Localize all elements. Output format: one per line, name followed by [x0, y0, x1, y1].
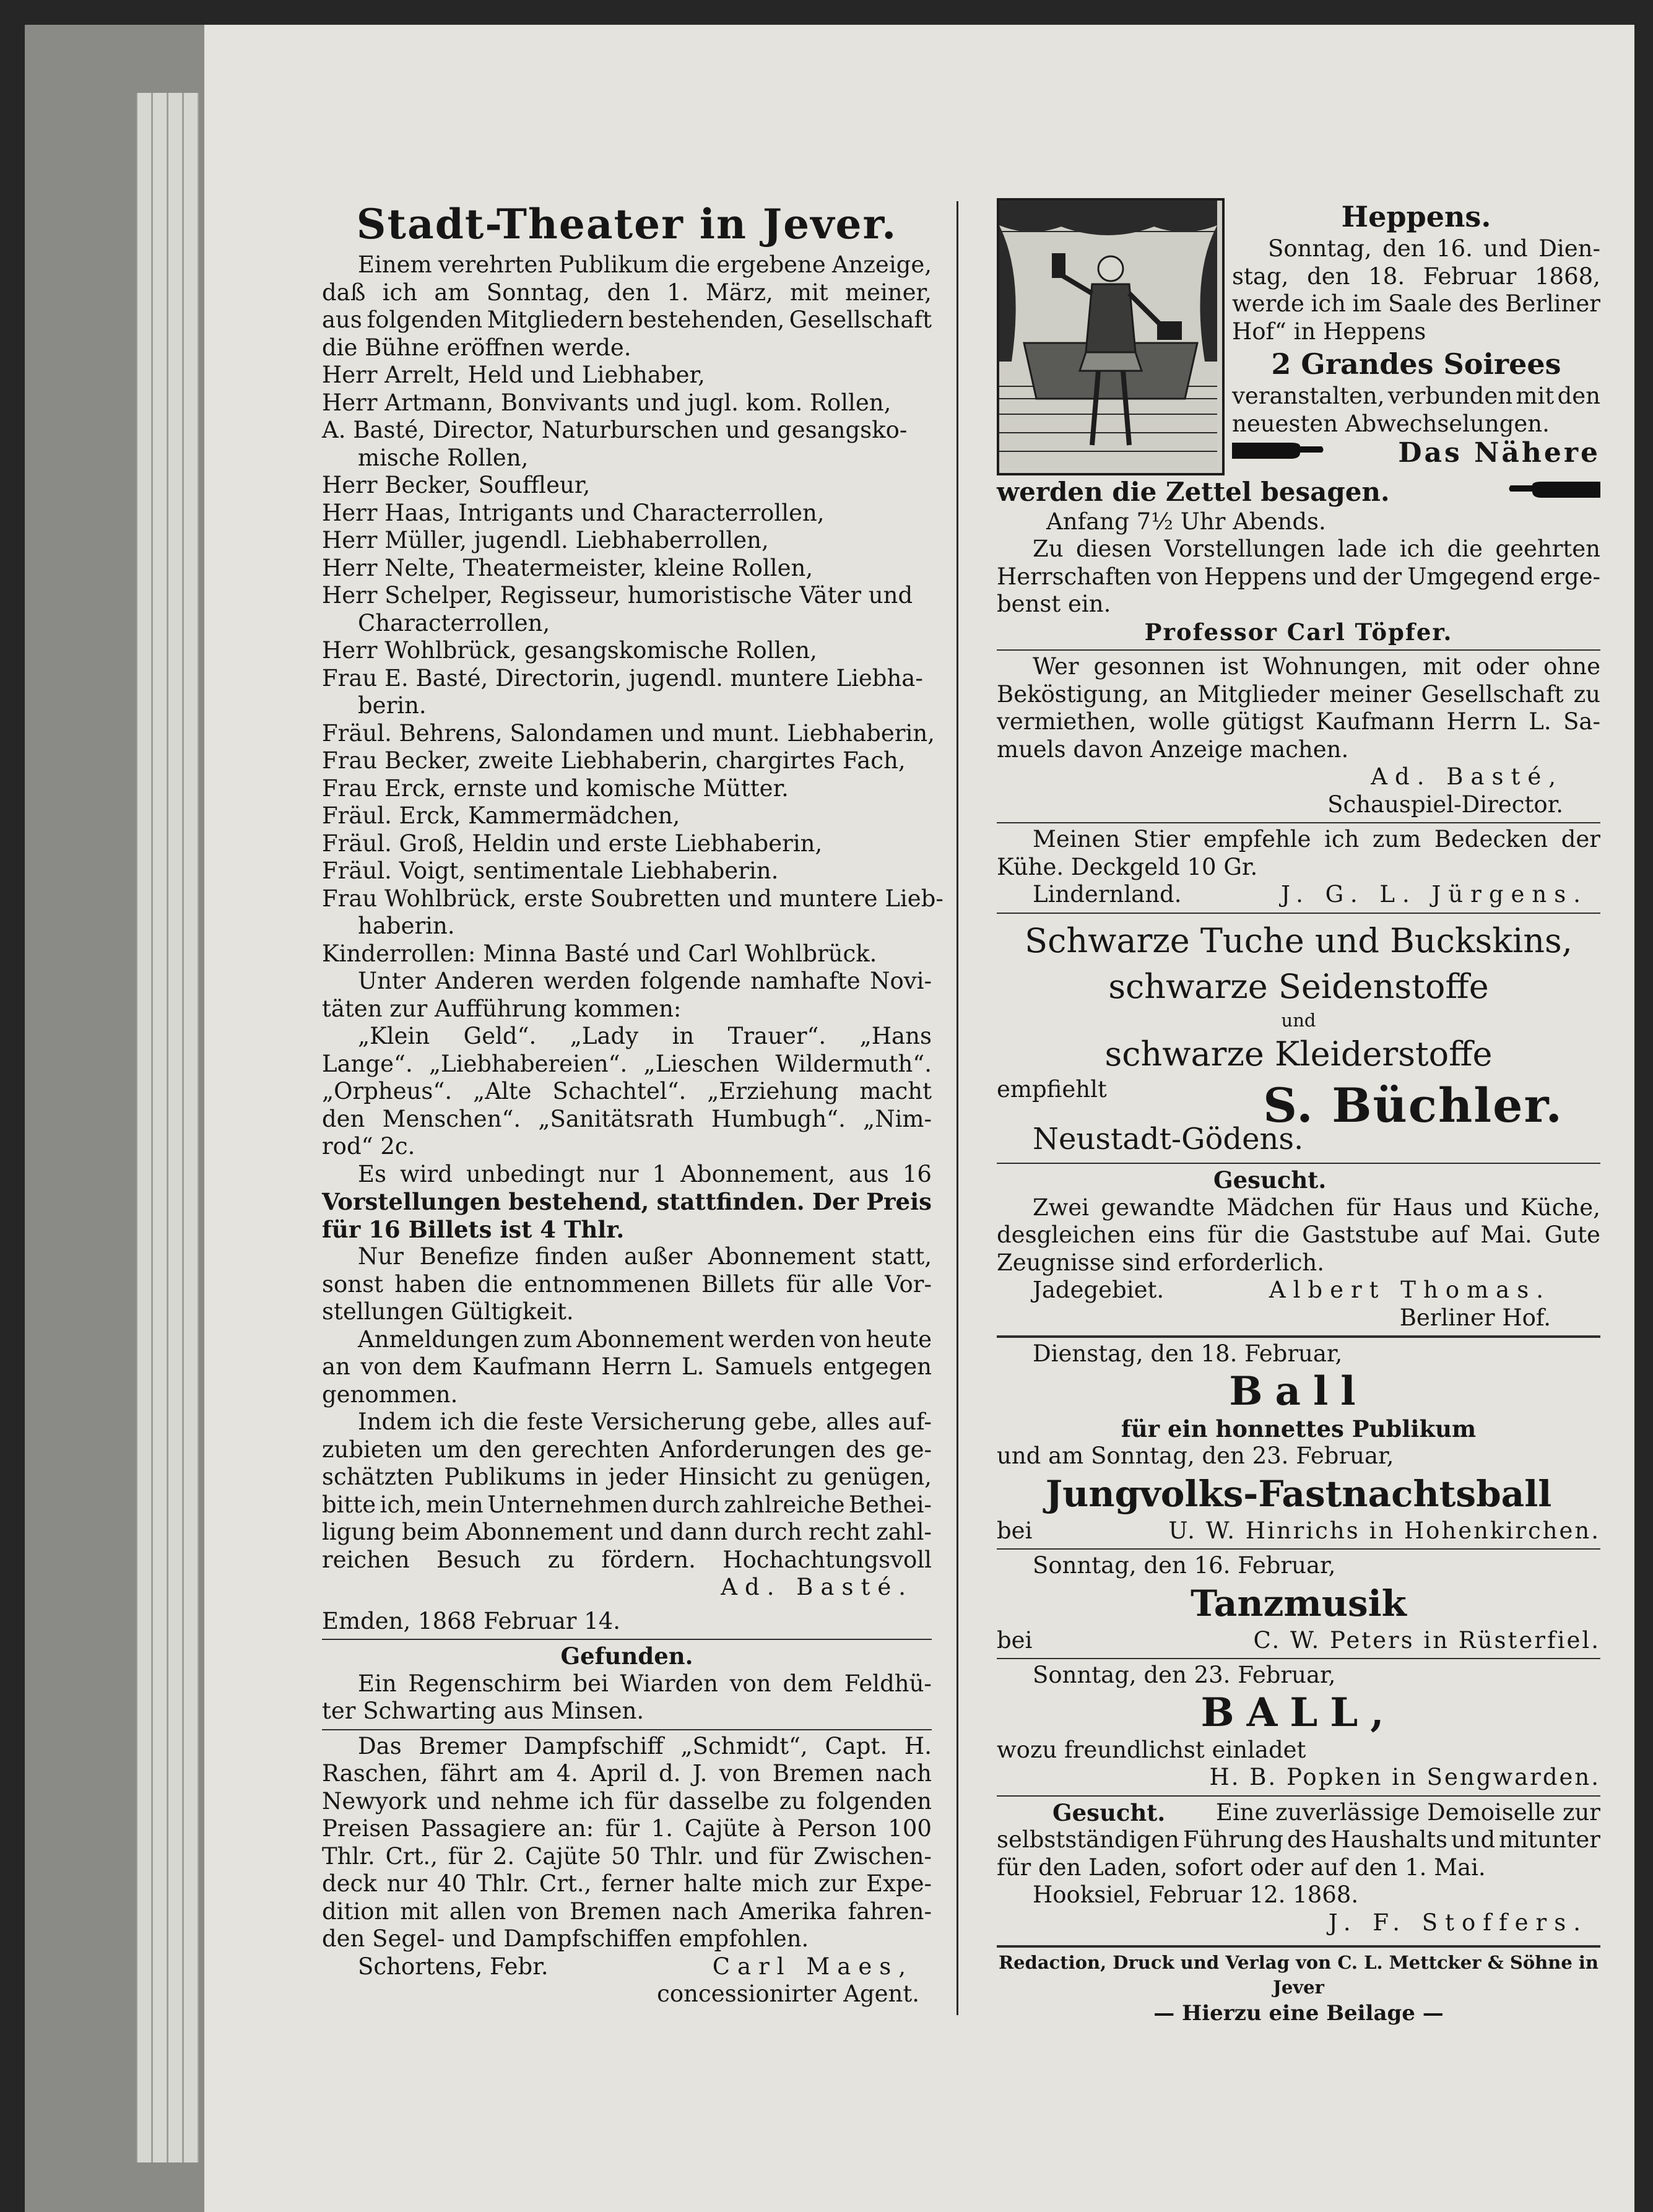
signature-place: Berliner Hof.	[1399, 1304, 1551, 1331]
signature: J. F. Stoffers.	[1328, 1909, 1588, 1936]
separator	[997, 1945, 1600, 1948]
shop-line: schwarze Kleiderstoffe	[1104, 1034, 1493, 1073]
text-line: daß ich am Sonntag, den 1. März, mit meiner,	[322, 279, 932, 306]
heppens-ad	[997, 198, 1600, 477]
text-line: Sonntag, den 16. und Dien-	[1268, 235, 1600, 262]
member-line: Frau E. Basté, Directorin, jugendl. muntere Liebha-	[322, 664, 923, 692]
separator	[997, 1658, 1600, 1659]
member-line: Herr Artmann, Bonvivants und jugl. kom. Rollen,	[322, 389, 892, 416]
heppens-title: Heppens.	[1341, 200, 1491, 233]
date-line: Hooksiel, Februar 12. 1868.	[1033, 1881, 1359, 1908]
text-line: Thlr. Crt., für 2. Cajüte 50 Thlr. und für Zwischen-	[322, 1842, 932, 1870]
zettel-text: werden die Zettel besagen.	[997, 477, 1390, 507]
text-line: Ein Regenschirm bei Wiarden von dem Feldhü-	[358, 1670, 932, 1697]
member-line: berin.	[358, 692, 427, 719]
naehere-text: Das Nähere	[1398, 437, 1600, 469]
fastnachtsball-heading: Jungvolks-Fastnachtsball	[1045, 1472, 1552, 1515]
text-line: Hof“ in Heppens	[1232, 318, 1426, 345]
agent-name: Carl Maes,	[712, 1953, 913, 1980]
text-line: vermiethen, wolle gütigst Kaufmann Herrn L. Sa-	[997, 708, 1600, 735]
event-date: und am Sonntag, den 23. Februar,	[997, 1442, 1394, 1469]
host-name: U. W. Hinrichs in Hohenkirchen.	[1168, 1517, 1600, 1544]
place-date: Schortens, Febr.	[358, 1953, 549, 1980]
separator	[997, 913, 1600, 914]
separator	[997, 649, 1600, 651]
agent-signature-row	[322, 1953, 932, 1981]
member-line: Kinderrollen: Minna Basté und Carl Wohlbrück.	[322, 940, 877, 967]
text-line: sonst haben die entnommenen Billets für alle Vor-	[322, 1270, 932, 1298]
text-line: Es wird unbedingt nur 1 Abonnement, aus 16	[358, 1160, 932, 1187]
signature-title: Schauspiel-Director.	[1327, 791, 1563, 818]
text-line: genommen.	[322, 1381, 458, 1408]
text-line: Das Bremer Dampfschiff „Schmidt“, Capt. H.	[358, 1732, 932, 1759]
bei-label: bei	[997, 1626, 1033, 1654]
text-line: deck nur 40 Thlr. Crt., ferner halte mich zur Expe-	[322, 1870, 932, 1897]
event-date: Dienstag, den 18. Februar,	[1033, 1340, 1343, 1367]
tanzmusik-heading: Tanzmusik	[1191, 1582, 1407, 1624]
text-line: ligung beim Abonnement und dann durch recht zahl-	[322, 1519, 932, 1545]
separator	[997, 822, 1600, 823]
text-line: schätzten Publikums in jeder Hinsicht zu genügen,	[322, 1464, 932, 1490]
soirees-heading: 2 Grandes Soirees	[1271, 347, 1561, 381]
text-line: die Bühne eröffnen werde.	[322, 334, 631, 361]
host-row	[997, 1517, 1600, 1545]
merchant-place: Neustadt-Gödens.	[1033, 1122, 1304, 1156]
event-date: Sonntag, den 23. Februar,	[1033, 1662, 1336, 1688]
text-line: täten zur Aufführung kommen:	[322, 995, 682, 1022]
text-line: „Orpheus“. „Alte Schachtel“. „Erziehung macht	[322, 1078, 932, 1104]
anfang-line: Anfang 7½ Uhr Abends.	[1046, 508, 1326, 535]
text-line: Herrschaften von Heppens und der Umgegend erge-	[997, 563, 1600, 590]
text-line: selbstständigen Führung des Haushalts und mitunter	[997, 1826, 1600, 1853]
empfiehlt-label: empfiehlt	[997, 1075, 1107, 1103]
signature: Ad. Basté,	[1371, 763, 1563, 790]
pointing-hand-icon	[1232, 438, 1325, 469]
member-line: Characterrollen,	[358, 609, 550, 636]
text-line: Raschen, fährt am 4. April d. J. von Bremen nach	[322, 1760, 932, 1787]
date-line: Emden, 1868 Februar 14.	[322, 1607, 621, 1634]
page-edge	[152, 93, 168, 2162]
member-line: mische Rollen,	[358, 444, 529, 471]
text-line: den Segel- und Dampfschiffen empfohlen.	[322, 1925, 809, 1952]
text-line: zubieten um den gerechten Anforderungen des ge-	[322, 1436, 932, 1463]
text-line: an von dem Kaufmann Herrn L. Samuels entgegen	[322, 1353, 932, 1380]
text-line: Kühe. Deckgeld 10 Gr.	[997, 853, 1258, 880]
theater-title: Stadt-Theater in Jever.	[356, 200, 898, 248]
text-line: „Klein Geld“. „Lady in Trauer“. „Hans	[358, 1023, 932, 1049]
member-line: Herr Wohlbrück, gesangskomische Rollen,	[322, 637, 817, 664]
text-line: Einem verehrten Publikum die ergebene Anzeige,	[358, 251, 932, 278]
text-line: für den Laden, sofort oder auf den 1. Mai.	[997, 1854, 1486, 1881]
text-line: veranstalten, verbunden mit den	[1232, 383, 1600, 409]
section-heading: Gefunden.	[560, 1642, 693, 1670]
text-line: für 16 Billets ist 4 Thlr.	[322, 1215, 625, 1243]
column-divider	[957, 201, 958, 2015]
text-fragment: Eine zuverlässige Demoiselle zur	[1215, 1798, 1600, 1826]
text-line: dition mit allen von Bremen nach Amerika fahren-	[322, 1898, 932, 1925]
right-column	[997, 198, 1600, 2028]
heppens-text	[1232, 198, 1600, 469]
text-line: benst ein.	[997, 591, 1111, 617]
ball-heading: BALL,	[1200, 1689, 1397, 1736]
zettel-row	[997, 477, 1600, 508]
bei-label: bei	[997, 1517, 1033, 1544]
text-line: werde ich im Saale des Berliner	[1232, 290, 1600, 317]
text-line: desgleichen eins für die Gaststube auf Mai. Gute	[997, 1221, 1600, 1248]
text-line	[997, 1799, 1600, 1827]
member-line: Fräul. Voigt, sentimentale Liebhaberin.	[322, 857, 779, 884]
text-line: stellungen Gültigkeit.	[322, 1298, 574, 1325]
separator	[997, 1163, 1600, 1164]
section-heading: Gesucht.	[1052, 1798, 1166, 1826]
pointing-hand-icon	[1508, 477, 1600, 508]
member-line: Herr Arrelt, Held und Liebhaber,	[322, 362, 705, 388]
text-line: Unter Anderen werden folgende namhafte Novi-	[358, 968, 932, 994]
shop-line: schwarze Seidenstoffe	[1108, 966, 1489, 1006]
member-line: A. Basté, Director, Naturburschen und gesangsko-	[322, 417, 908, 443]
member-line: haberin.	[358, 913, 455, 939]
member-line: Frau Wohlbrück, erste Soubretten und muntere Lieb-	[322, 885, 944, 912]
text-line: Zeugnisse sind erforderlich.	[997, 1249, 1325, 1276]
impressum: Redaction, Druck und Verlag von C. L. Mettcker & Söhne in Jever	[999, 1952, 1599, 1998]
member-line: Herr Haas, Intrigants und Characterrollen,	[322, 499, 825, 526]
text-line: rod“ 2c.	[322, 1133, 415, 1160]
buechler-row	[997, 1075, 1600, 1133]
text-line: Meinen Stier empfehle ich zum Bedecken der	[1033, 826, 1600, 852]
professor-signature: Professor Carl Töpfer.	[1144, 618, 1453, 646]
text-line: ter Schwarting aus Minsen.	[322, 1698, 644, 1724]
text-line: Vorstellungen bestehend, stattfinden. Der Preis	[322, 1188, 932, 1215]
text-line: neuesten Abwechselungen.	[1232, 410, 1550, 437]
separator	[997, 1795, 1600, 1797]
section-heading: Gesucht.	[1213, 1166, 1327, 1194]
signature: Ad. Basté.	[721, 1574, 913, 1600]
left-column	[322, 198, 944, 2008]
signature: Albert Thomas.	[1269, 1277, 1551, 1303]
ball-heading: Ball	[1229, 1368, 1368, 1415]
text-line: bitte ich, mein Unternehmen durch zahlreiche Bethei-	[322, 1491, 932, 1518]
text-line: Beköstigung, an Mitglieder meiner Gesellschaft zu	[997, 680, 1600, 708]
merchant-name: S. Büchler.	[1263, 1077, 1563, 1133]
text-line: Zwei gewandte Mädchen für Haus und Küche,	[1033, 1194, 1600, 1221]
place-name: Jadegebiet.	[1033, 1277, 1165, 1303]
member-line: Herr Nelte, Theatermeister, kleine Rollen,	[322, 554, 813, 581]
member-line: Frau Becker, zweite Liebhaberin, chargirtes Fach,	[322, 747, 906, 774]
signature: J. G. L. Jürgens.	[1281, 881, 1588, 908]
place-name: Lindernland.	[1033, 881, 1182, 908]
separator	[997, 1335, 1600, 1338]
text-line: stag, den 18. Februar 1868,	[1232, 262, 1600, 290]
member-line: Fräul. Erck, Kammermädchen,	[322, 802, 680, 829]
page-edge	[167, 93, 183, 2162]
text-line: Zu diesen Vorstellungen lade ich die geehrten	[1033, 536, 1600, 562]
text-line: Preisen Passagiere an: für 1. Cajüte à Person 100	[322, 1815, 932, 1842]
member-line: Frau Erck, ernste und komische Mütter.	[322, 774, 789, 802]
host-name: C. W. Peters in Rüsterfiel.	[1253, 1626, 1600, 1654]
text-line: aus folgenden Mitgliedern bestehenden, Gesellschaft	[322, 306, 932, 333]
host-name: H. B. Popken in Sengwarden.	[1209, 1764, 1600, 1790]
page-edge	[136, 93, 152, 2162]
text-line: Anmeldungen zum Abonnement werden von heute	[358, 1325, 932, 1353]
separator	[997, 1548, 1600, 1550]
separator	[322, 1729, 932, 1730]
text-line: Newyork und nehme ich für dasselbe zu folgenden	[322, 1787, 932, 1815]
naehere-row	[1232, 438, 1600, 469]
invite-line: wozu freundlichst einladet	[997, 1736, 1306, 1763]
member-line: Herr Müller, jugendl. Liebhaberrollen,	[322, 527, 769, 553]
page-edge	[183, 93, 199, 2162]
member-line: Herr Becker, Souffleur,	[322, 472, 591, 498]
shop-conjunction: und	[1281, 1009, 1316, 1031]
member-line: Fräul. Groß, Heldin und erste Liebhaberin,	[322, 830, 823, 857]
member-line: Herr Schelper, Regisseur, humoristische Väter und	[322, 582, 913, 609]
text-line: Wer gesonnen ist Wohnungen, mit oder ohne	[1033, 653, 1600, 680]
text-line: reichen Besuch zu fördern. Hochachtungsvoll	[322, 1546, 932, 1573]
agent-title: concessionirter Agent.	[657, 1980, 919, 2007]
event-subtitle: für ein honnettes Publikum	[1121, 1415, 1477, 1442]
beilage-note: — Hierzu eine Beilage —	[1153, 2001, 1444, 2026]
text-line: Indem ich die feste Versicherung gebe, alles auf-	[358, 1408, 932, 1435]
stier-signature-row	[997, 881, 1600, 909]
text-line: muels davon Anzeige machen.	[997, 735, 1349, 763]
member-line: Fräul. Behrens, Salondamen und munt. Liebhaberin,	[322, 719, 935, 747]
text-line: den Menschen“. „Sanitätsrath Humbugh“. „Nim-	[322, 1105, 932, 1132]
thomas-signature-row	[997, 1277, 1600, 1304]
shop-line: Schwarze Tuche und Buckskins,	[1025, 921, 1573, 960]
text-line: Lange“. „Liebhabereien“. „Lieschen Wildermuth“.	[322, 1050, 932, 1077]
text-line: Nur Benefize finden außer Abonnement statt,	[358, 1243, 932, 1270]
event-date: Sonntag, den 16. Februar,	[1033, 1552, 1336, 1579]
magician-woodcut-image	[997, 198, 1225, 475]
separator	[322, 1639, 932, 1640]
host-row	[997, 1627, 1600, 1655]
